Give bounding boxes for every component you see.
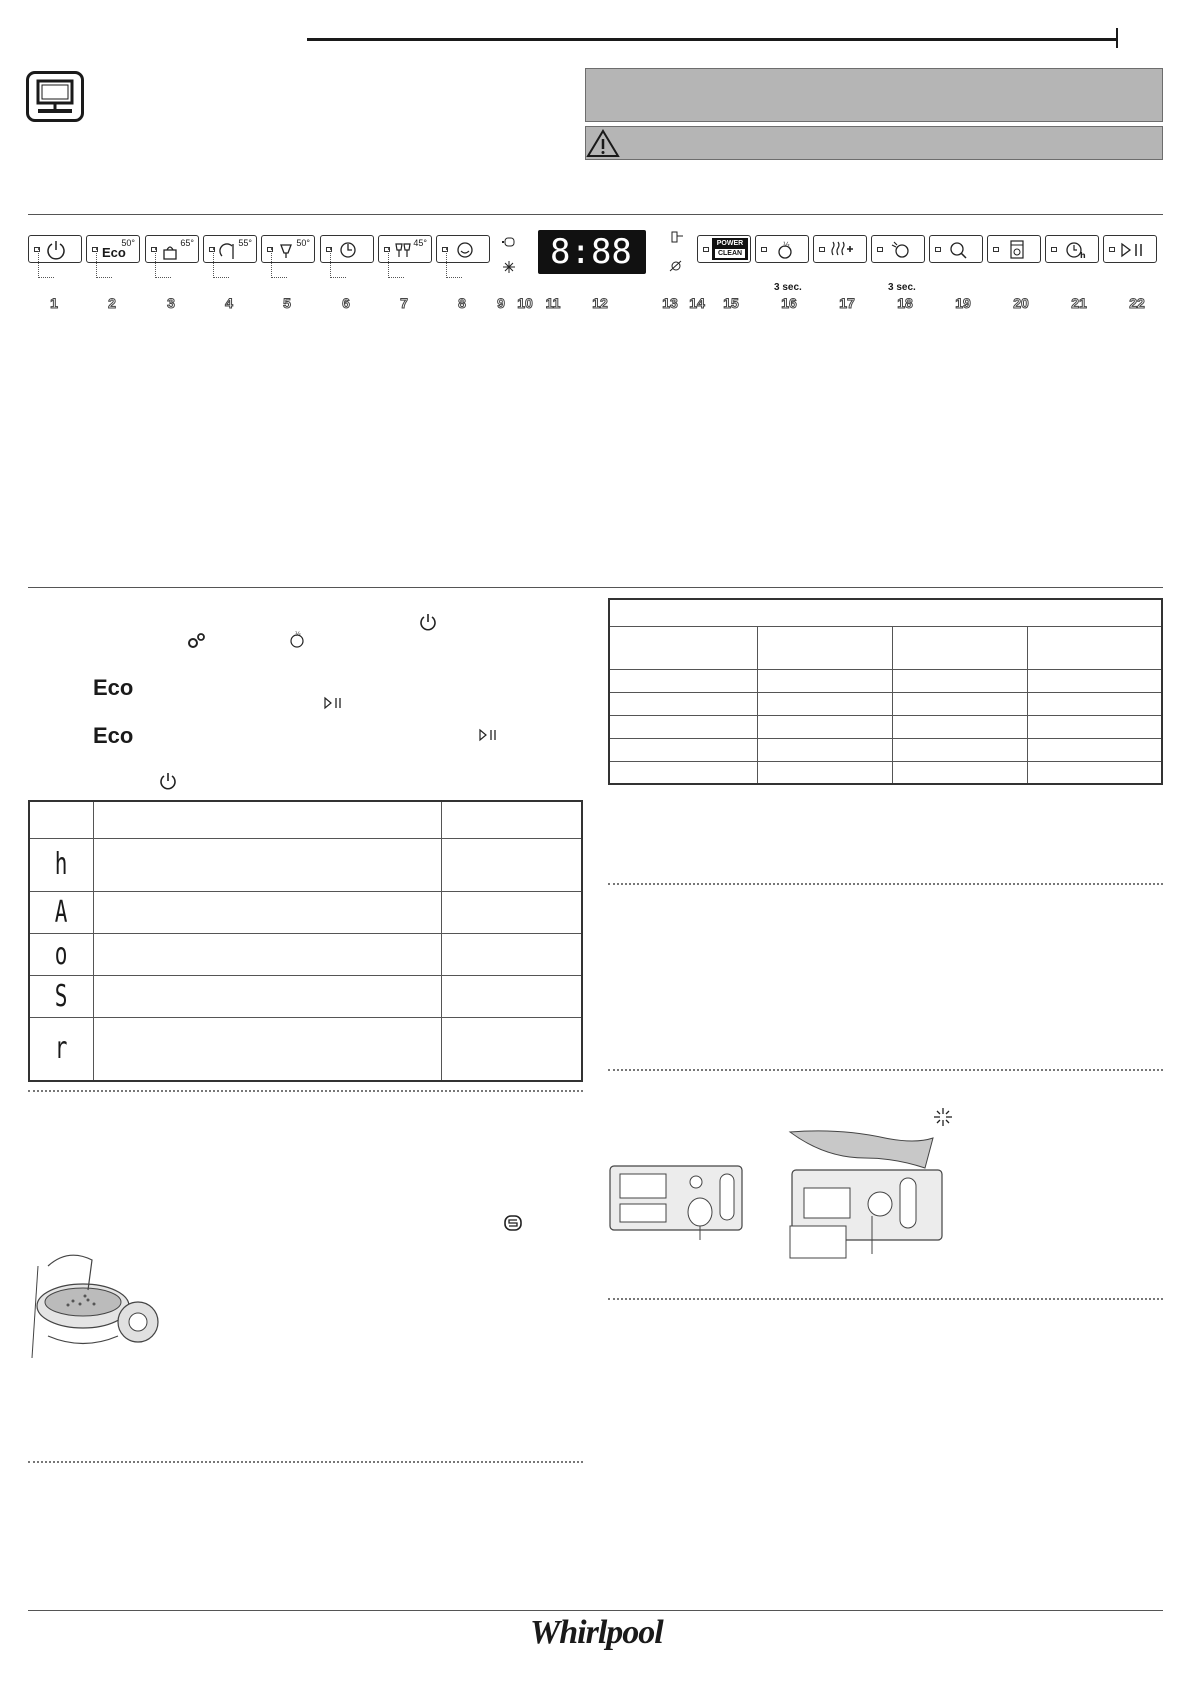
section-divider xyxy=(608,1298,1163,1300)
table-cell xyxy=(757,669,892,692)
auto-light-temp: 50° xyxy=(296,238,310,248)
half-load-icon xyxy=(774,239,796,261)
table-cell xyxy=(441,838,582,891)
table-row xyxy=(609,692,1162,715)
sanitize-icon xyxy=(888,239,912,261)
table-cell xyxy=(29,838,93,891)
callout-21: 21 xyxy=(1071,295,1087,311)
table-cell xyxy=(1027,669,1162,692)
glass-care-button[interactable] xyxy=(378,235,432,263)
table-cell xyxy=(1027,738,1162,761)
table-cell xyxy=(757,738,892,761)
table-cell xyxy=(441,933,582,975)
connector xyxy=(155,248,171,278)
start-pause-button[interactable] xyxy=(1103,235,1157,263)
table-row xyxy=(29,975,582,1017)
table-cell xyxy=(609,738,757,761)
rinse-aid-icon xyxy=(502,260,516,274)
table-cell xyxy=(1027,715,1162,738)
multizone-button[interactable] xyxy=(871,235,925,263)
display-code-glyph: o xyxy=(54,936,68,972)
digital-display xyxy=(538,230,646,274)
callout-3: 3 xyxy=(167,295,175,311)
led xyxy=(1051,247,1057,252)
table-cell xyxy=(757,692,892,715)
header-rule-tick xyxy=(1116,28,1118,48)
display-code-glyph: A xyxy=(54,894,68,930)
callout-10: 10 xyxy=(517,295,533,311)
led xyxy=(877,247,883,252)
table-cell xyxy=(29,1017,93,1081)
power-icon xyxy=(418,612,438,632)
remote-control-button[interactable] xyxy=(929,235,983,263)
table-row xyxy=(609,761,1162,784)
table-cell xyxy=(609,692,757,715)
callout-12: 12 xyxy=(592,295,608,311)
table-cell xyxy=(609,599,1162,626)
table-cell xyxy=(29,801,93,838)
callout-14: 14 xyxy=(689,295,705,311)
svg-text:½: ½ xyxy=(295,631,301,638)
table-cell xyxy=(757,715,892,738)
clock-icon xyxy=(1064,239,1088,261)
program-data-table xyxy=(608,598,1163,785)
table-row xyxy=(29,1017,582,1081)
table-cell xyxy=(93,933,441,975)
connector xyxy=(213,248,229,278)
brand-logo: Whirlpool xyxy=(530,1614,663,1651)
half-load-icon xyxy=(287,630,307,650)
table-cell xyxy=(609,761,757,784)
connector xyxy=(271,248,287,278)
callout-16: 16 xyxy=(781,295,797,311)
table-cell xyxy=(93,838,441,891)
table-cell xyxy=(892,692,1027,715)
callout-2: 2 xyxy=(108,295,116,311)
table-cell xyxy=(892,715,1027,738)
tablet-icon xyxy=(1008,239,1026,261)
glass-care-temp: 45° xyxy=(413,238,427,248)
led xyxy=(761,247,767,252)
gear-icon xyxy=(187,632,207,650)
table-cell xyxy=(1027,761,1162,784)
callout-22: 22 xyxy=(1129,295,1145,311)
connector xyxy=(446,248,462,278)
section-divider xyxy=(28,1461,583,1463)
connector xyxy=(96,248,112,278)
display-text: 8:88 xyxy=(550,232,632,272)
table-title-row xyxy=(609,599,1162,626)
section-divider xyxy=(28,1090,583,1092)
display-code-glyph: S xyxy=(54,978,68,1014)
rinse-aid-filling-illustration xyxy=(780,1130,955,1266)
table-row xyxy=(29,838,582,891)
silent-button[interactable] xyxy=(436,235,490,263)
salt-indicator-icon xyxy=(502,236,516,248)
power-clean-badge xyxy=(712,238,748,260)
table-row xyxy=(609,738,1162,761)
table-cell xyxy=(441,975,582,1017)
callout-4: 4 xyxy=(225,295,233,311)
led xyxy=(935,247,941,252)
auto-normal-temp: 55° xyxy=(238,238,252,248)
auto-temp: 65° xyxy=(180,238,194,248)
warning-icon xyxy=(585,126,621,160)
table-cell xyxy=(757,626,892,669)
table-cell xyxy=(892,669,1027,692)
callout-9: 9 xyxy=(497,295,505,311)
dispenser-illustration xyxy=(608,1160,746,1240)
power-button[interactable] xyxy=(28,235,82,263)
magnifier-icon xyxy=(948,240,970,260)
table-cell xyxy=(1027,626,1162,669)
section-rule xyxy=(28,587,1163,588)
start-pause-icon xyxy=(323,696,345,710)
power-clean-top: POWER xyxy=(716,240,744,247)
callout-1: 1 xyxy=(50,295,58,311)
table-cell xyxy=(29,933,93,975)
section-divider xyxy=(608,1069,1163,1071)
half-load-caption: 3 sec. xyxy=(774,282,802,293)
table-header-row xyxy=(609,626,1162,669)
table-cell xyxy=(29,891,93,933)
callout-15: 15 xyxy=(723,295,739,311)
table-cell xyxy=(757,761,892,784)
table-cell xyxy=(93,1017,441,1081)
callout-19: 19 xyxy=(955,295,971,311)
table-cell xyxy=(441,1017,582,1081)
auto-intensive-button[interactable] xyxy=(145,235,199,263)
delay-button[interactable] xyxy=(1045,235,1099,263)
table-cell xyxy=(892,761,1027,784)
table-header-row xyxy=(29,801,582,838)
callout-20: 20 xyxy=(1013,295,1029,311)
power-icon xyxy=(158,771,178,791)
table-cell xyxy=(93,975,441,1017)
callout-13: 13 xyxy=(662,295,678,311)
led xyxy=(1109,247,1115,252)
auto-light-button[interactable] xyxy=(261,235,315,263)
tablet-button[interactable] xyxy=(987,235,1041,263)
led xyxy=(993,247,999,252)
half-load-button[interactable] xyxy=(755,235,809,263)
header-grey-box xyxy=(585,68,1163,122)
eco-icon: Eco xyxy=(102,245,126,260)
salt-filling-illustration xyxy=(28,1246,168,1362)
table-cell xyxy=(609,626,757,669)
callout-8: 8 xyxy=(458,295,466,311)
footer-rule xyxy=(28,1610,1163,1611)
section-divider xyxy=(608,883,1163,885)
power-clean-button[interactable] xyxy=(697,235,751,263)
quick-wash-button[interactable] xyxy=(320,235,374,263)
svg-text:½: ½ xyxy=(783,241,790,249)
monitor-icon xyxy=(26,71,84,122)
extra-dry-button[interactable] xyxy=(813,235,867,263)
table-row xyxy=(609,669,1162,692)
connector xyxy=(330,248,346,278)
callout-17: 17 xyxy=(839,295,855,311)
water-icon xyxy=(667,258,683,274)
table-cell xyxy=(93,801,441,838)
start-pause-icon xyxy=(1120,242,1150,258)
eco-temp: 50° xyxy=(121,238,135,248)
hardness-code-table xyxy=(28,800,583,1082)
table-cell xyxy=(609,715,757,738)
callout-18: 18 xyxy=(897,295,913,311)
table-cell xyxy=(609,669,757,692)
warning-bar xyxy=(585,126,1163,160)
section-rule xyxy=(28,214,1163,215)
table-row xyxy=(29,891,582,933)
table-cell xyxy=(1027,692,1162,715)
table-row xyxy=(29,933,582,975)
display-code-glyph: r xyxy=(54,1031,68,1067)
start-pause-icon xyxy=(478,728,500,742)
display-code-glyph: h xyxy=(54,847,68,882)
eco-program-button[interactable] xyxy=(86,235,140,263)
table-cell xyxy=(441,891,582,933)
eco-label: Eco xyxy=(93,675,134,700)
power-clean-bottom: CLEAN xyxy=(715,249,745,258)
table-cell xyxy=(892,738,1027,761)
svg-text:h: h xyxy=(1080,251,1086,260)
multizone-caption: 3 sec. xyxy=(888,282,916,293)
callout-5: 5 xyxy=(283,295,291,311)
led xyxy=(819,247,825,252)
callout-11: 11 xyxy=(545,295,561,311)
tap-icon xyxy=(670,230,686,246)
callout-7: 7 xyxy=(400,295,408,311)
extra-dry-icon xyxy=(830,241,854,259)
table-cell xyxy=(892,626,1027,669)
rinse-aid-icon xyxy=(933,1107,953,1127)
connector xyxy=(38,248,54,278)
table-cell xyxy=(441,801,582,838)
table-cell xyxy=(93,891,441,933)
table-row xyxy=(609,715,1162,738)
led xyxy=(703,247,709,252)
salt-icon xyxy=(502,1213,524,1233)
eco-label: Eco xyxy=(93,723,134,748)
header-rule xyxy=(307,38,1117,41)
connector xyxy=(388,248,404,278)
callout-6: 6 xyxy=(342,295,350,311)
auto-normal-button[interactable] xyxy=(203,235,257,263)
table-cell xyxy=(29,975,93,1017)
